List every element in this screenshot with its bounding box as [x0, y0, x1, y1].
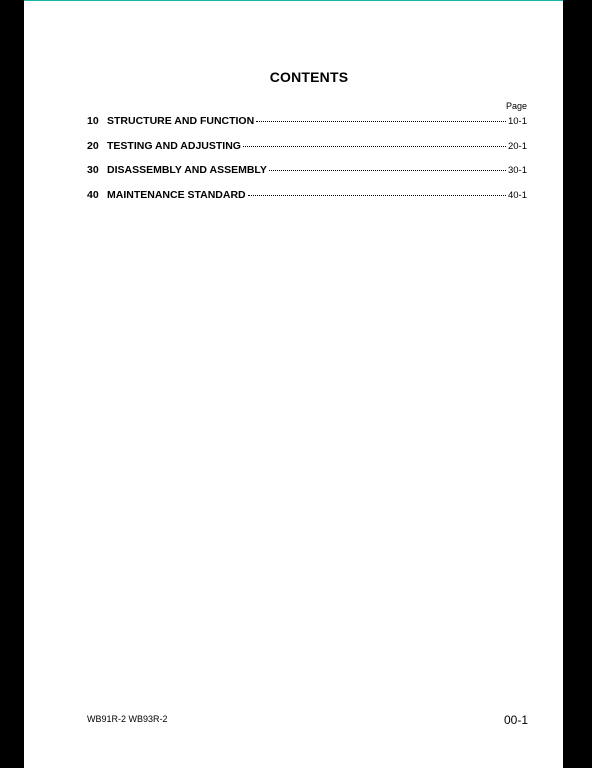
page-title: CONTENTS: [269, 69, 349, 85]
toc-entry-page: 20-1: [507, 140, 527, 152]
toc-entry-number: 30: [87, 164, 99, 176]
toc-entry-page: 30-1: [507, 165, 527, 176]
toc-entry-label: DISASSEMBLY AND ASSEMBLY: [107, 164, 267, 176]
footer-model-name: WB91R-2 WB93R-2: [87, 714, 168, 724]
page-column-label: Page: [506, 101, 528, 111]
toc-entry-disassembly-and-assembly[interactable]: [87, 164, 527, 189]
toc-entry-label: TESTING AND ADJUSTING: [107, 139, 241, 152]
toc-entry-number: 40: [87, 188, 99, 201]
dot-leader: [243, 146, 506, 147]
document-page: [24, 0, 563, 768]
dot-leader: [269, 170, 506, 171]
toc-entry-label: MAINTENANCE STANDARD: [107, 188, 246, 201]
toc-entry-page: 40-1: [507, 189, 527, 201]
toc-entry-label: STRUCTURE AND FUNCTION: [107, 115, 255, 127]
toc-entry-testing-and-adjusting[interactable]: [87, 140, 527, 165]
table-of-contents: [87, 115, 527, 213]
toc-entry-page: 10-1: [507, 116, 527, 127]
toc-entry-number: 20: [87, 139, 99, 152]
toc-entry-structure-and-function[interactable]: [87, 115, 527, 140]
footer-page-number: 00-1: [503, 713, 528, 727]
dot-leader: [256, 121, 506, 122]
dot-leader: [248, 195, 506, 196]
toc-entry-number: 10: [87, 115, 99, 127]
toc-entry-maintenance-standard[interactable]: [87, 189, 527, 214]
